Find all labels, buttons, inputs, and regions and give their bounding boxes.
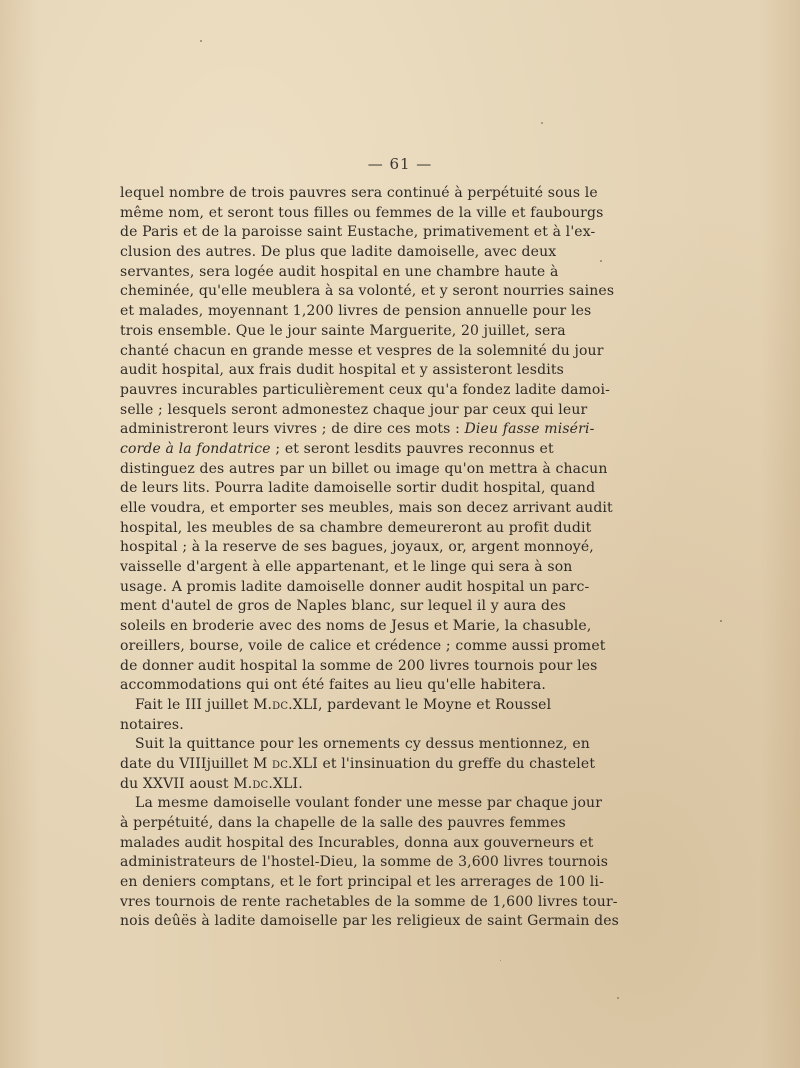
text-run: cheminée, qu'elle meublera à sa volonté, et y seront nourries saines <box>120 283 615 300</box>
text-run: ; et seront lesdits pauvres reconnus et <box>270 440 554 457</box>
text-run: à perpétuité, dans la chapelle de la salle des pauvres femmes <box>120 815 566 831</box>
text-line <box>120 873 604 893</box>
text-run: administrateurs de l'hostel-Dieu, la somme de 3,600 livres tournois <box>120 854 609 871</box>
text-line <box>120 401 588 421</box>
text-line <box>120 755 596 775</box>
text-line <box>120 361 564 381</box>
text-line <box>120 597 566 617</box>
text-line <box>120 420 595 440</box>
italic-text: Dieu fasse miséri- <box>464 421 595 438</box>
text-line <box>120 479 596 499</box>
text-line <box>120 440 554 460</box>
text-run: nois deûës à ladite damoiselle par les religieux de saint Germain des <box>120 913 619 930</box>
text-run: Suit la quittance pour les ornements cy dessus mentionnez, en <box>135 736 590 753</box>
text-run: usage. A promis ladite damoiselle donner audit hospital un parc- <box>120 578 590 595</box>
text-run: vaisselle d'argent à elle appartenant, et le linge qui sera à son <box>120 559 573 576</box>
text-run: hospital ; à la reserve de ses bagues, joyaux, or, argent monnoyé, <box>120 539 594 556</box>
text-run: .XLI et l'insinuation du greffe du chastelet <box>288 755 596 772</box>
page-number: — 61 — <box>367 155 433 173</box>
text-line <box>120 794 603 814</box>
text-run: selle ; lesquels seront admonestez chaque jour par ceux qui leur <box>120 401 588 418</box>
text-line <box>120 302 592 322</box>
paper-speck <box>541 122 543 124</box>
text-line <box>120 637 606 657</box>
text-line <box>120 460 608 480</box>
text-run: clusion des autres. De plus que ladite damoiselle, avec deux <box>120 244 557 261</box>
paper-speck <box>500 960 501 961</box>
text-line <box>120 223 596 243</box>
text-run: notaires. <box>120 716 184 733</box>
text-line <box>120 342 604 362</box>
text-run: distinguez des autres par un billet ou image qu'on mettra à chacun <box>120 460 608 477</box>
paper-speck <box>617 997 619 999</box>
text-line <box>120 243 557 263</box>
text-line <box>120 657 598 677</box>
text-run: accommodations qui ont été faites au lieu qu'elle habitera. <box>120 677 546 694</box>
text-line <box>120 853 609 873</box>
text-run: La mesme damoiselle voulant fonder une messe par chaque jour <box>135 795 603 812</box>
text-line <box>120 912 619 932</box>
text-line <box>120 676 546 696</box>
text-run: soleils en broderie avec des noms de Jesus et Marie, la chasuble, <box>120 618 592 635</box>
text-run: audit hospital, aux frais dudit hospital et y assisteront lesdits <box>120 362 564 379</box>
text-line <box>120 519 592 539</box>
text-run: en deniers comptans, et le fort principal et les arrerages de 100 li- <box>120 874 604 891</box>
small-caps-text: dc <box>272 755 289 772</box>
text-run: de leurs lits. Pourra ladite damoiselle sortir dudit hospital, quand <box>120 480 596 497</box>
text-run: elle voudra, et emporter ses meubles, mais son decez arrivant audit <box>120 500 613 516</box>
text-run: oreillers, bourse, voile de calice et crédence ; comme aussi promet <box>120 637 606 654</box>
body-text <box>120 184 619 932</box>
text-run: lequel nombre de trois pauvres sera continué à perpétuité sous le <box>120 185 598 201</box>
text-run: malades audit hospital des Incurables, donna aux gouverneurs et <box>120 834 594 851</box>
text-run: de donner audit hospital la somme de 200 livres tournois pour les <box>120 657 598 674</box>
text-line <box>120 184 598 204</box>
text-line <box>120 204 604 224</box>
paper-speck <box>720 620 722 622</box>
text-line <box>120 578 590 598</box>
text-line <box>120 617 592 637</box>
text-line <box>120 735 590 755</box>
text-line <box>120 775 540 795</box>
text-run: date du VIIIjuillet M <box>120 755 273 772</box>
text-line <box>120 322 566 342</box>
text-run: de Paris et de la paroisse saint Eustache, primativement et à l'ex- <box>120 224 596 241</box>
text-line <box>120 263 559 283</box>
text-run: même nom, et seront tous filles ou femmes de la ville et faubourgs <box>120 204 604 221</box>
italic-text: corde à la fondatrice <box>120 440 271 457</box>
text-line <box>120 696 552 716</box>
text-run: ment d'autel de gros de Naples blanc, sur lequel il y aura des <box>120 598 566 615</box>
text-line <box>120 834 594 854</box>
text-run: Fait le III juillet M. <box>135 696 273 713</box>
text-run: chanté chacun en grande messe et vespres de la solemnité du jour <box>120 342 604 359</box>
text-line <box>120 282 615 302</box>
text-run: servantes, sera logée audit hospital en une chambre haute à <box>120 263 559 280</box>
paper-speck <box>600 260 602 262</box>
text-run: pauvres incurables particulièrement ceux qu'a fondez ladite damoi- <box>120 381 610 398</box>
text-run: trois ensemble. Que le jour sainte Marguerite, 20 juillet, sera <box>120 322 566 339</box>
text-line <box>120 716 540 736</box>
small-caps-text: dc <box>272 696 289 713</box>
text-line <box>120 893 618 913</box>
text-line <box>120 499 613 519</box>
text-run: .XLI, pardevant le Moyne et Roussel <box>288 696 552 713</box>
text-run: et malades, moyennant 1,200 livres de pension annuelle pour les <box>120 303 592 320</box>
text-run: .XLI. <box>268 775 303 792</box>
small-caps-text: dc <box>252 775 269 792</box>
text-line <box>120 538 594 558</box>
text-run: vres tournois de rente rachetables de la somme de 1,600 livres tour- <box>120 893 618 910</box>
paper-speck <box>480 858 482 860</box>
paper-speck <box>200 40 202 42</box>
text-line <box>120 558 573 578</box>
text-run: hospital, les meubles de sa chambre demeureront au profit dudit <box>120 519 592 536</box>
text-line <box>120 814 566 834</box>
paper-speck <box>415 900 417 902</box>
text-run: administreront leurs vivres ; de dire ces mots : <box>120 421 465 438</box>
text-run: du XXVII aoust M. <box>120 775 253 792</box>
text-line <box>120 381 610 401</box>
